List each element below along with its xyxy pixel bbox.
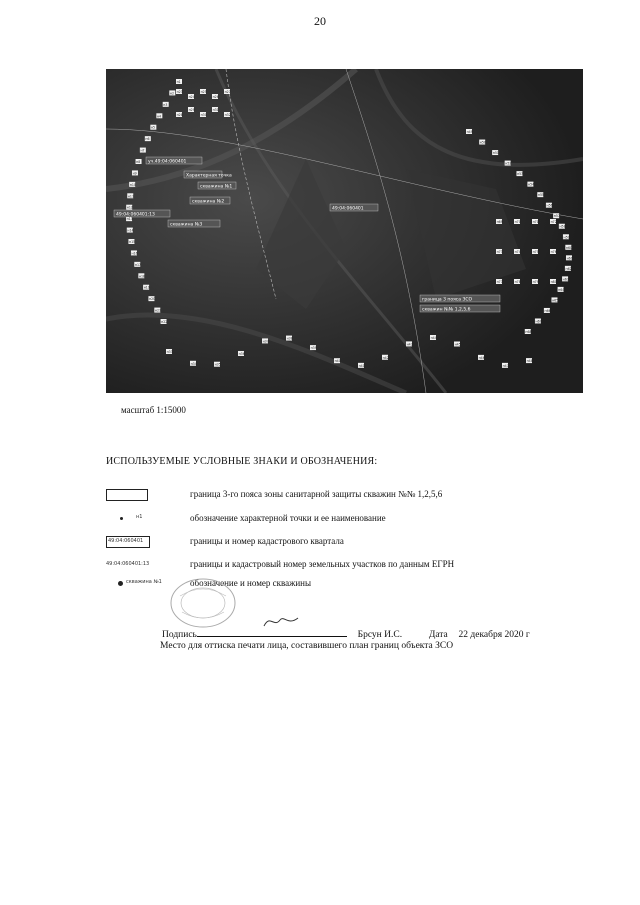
signature-date: 22 декабря 2020 г <box>458 630 530 640</box>
map-label-well-2: скважина №2 <box>192 199 225 205</box>
point-label: н50 <box>479 140 486 145</box>
point-label: н69 <box>496 220 503 224</box>
point-label: н12 <box>126 205 133 210</box>
point-label: н60 <box>565 245 573 250</box>
stamp-seal-icon <box>168 576 238 630</box>
legend-symbol-quarter-box: 49:04:060401 <box>106 535 170 549</box>
map-label-zone: граница 3 пояса ЗСО <box>422 297 473 303</box>
stamp-note: Место для оттиска печати лица, составившего план границ объекта ЗСО <box>160 641 454 651</box>
point-label: н27 <box>224 90 231 94</box>
map-label-zone-wells: скважин №№ 1,2,5,6 <box>422 307 471 313</box>
point-label: н35 <box>214 362 221 367</box>
point-label: н21 <box>154 308 162 313</box>
legend-item-quarter <box>106 535 546 549</box>
map-label-well-3: скважина №3 <box>170 222 203 228</box>
point-label: н20 <box>149 297 156 302</box>
signature-line <box>162 627 530 640</box>
signer-name: Брсун И.С. <box>357 630 403 640</box>
point-label: н19 <box>143 285 150 290</box>
point-label: н73 <box>496 250 503 254</box>
point-label: н62 <box>565 266 572 271</box>
point-label: н10 <box>129 182 136 187</box>
legend-text: обозначение и номер скважины <box>190 578 312 588</box>
map-scale: масштаб 1:15000 <box>121 405 186 415</box>
satellite-map <box>106 69 583 393</box>
point-label: н1 <box>176 80 181 84</box>
point-label: н16 <box>131 251 138 256</box>
point-label: н53 <box>517 172 524 177</box>
well-dot-icon <box>118 581 123 586</box>
point-label: н44 <box>430 336 437 341</box>
legend-text: границы и кадастровый номер земельных участков по данным ЕГРН <box>190 559 455 569</box>
point-label: н59 <box>563 235 570 240</box>
point-label: н31 <box>212 108 219 112</box>
point-label: н55 <box>537 193 545 198</box>
point-label: н56 <box>546 203 553 208</box>
legend-text: обозначение характерной точки и ее наименование <box>190 513 386 523</box>
point-label: н61 <box>566 256 573 261</box>
point-label: н25 <box>200 90 207 94</box>
point-label: н57 <box>553 214 560 219</box>
point-label: н28 <box>176 113 183 117</box>
point-label: н8 <box>136 160 141 164</box>
map-label-point: Характерная точка <box>186 173 232 179</box>
point-label: н64 <box>558 287 565 292</box>
page-number: 20 <box>314 14 326 28</box>
point-label: н76 <box>550 250 557 254</box>
point-label: н23 <box>176 90 183 94</box>
map-label-quarter: 49:04:060401 <box>332 206 364 212</box>
date-label: Дата <box>428 630 448 640</box>
point-label: н30 <box>200 113 207 117</box>
point-label: н80 <box>550 280 557 284</box>
point-label: н52 <box>505 161 512 166</box>
point-label: н54 <box>528 182 535 187</box>
map-canvas <box>106 69 583 393</box>
point-label: н74 <box>514 250 521 254</box>
point-label: н40 <box>334 359 341 364</box>
legend-text: границы и номер кадастрового квартала <box>190 536 344 546</box>
point-label: н63 <box>562 277 569 282</box>
legend-item-point <box>106 512 546 526</box>
point-label: н47 <box>502 363 509 368</box>
signature-label: Подпись <box>162 630 197 640</box>
point-label: н38 <box>286 336 293 341</box>
point-label: н33 <box>166 350 173 354</box>
point-label: н26 <box>212 95 219 99</box>
point-label: н41 <box>358 363 365 368</box>
point-label: н34 <box>190 361 197 366</box>
point-label: н4 <box>156 114 162 119</box>
point-label: н18 <box>138 274 146 279</box>
point-label: н77 <box>496 280 503 284</box>
legend-symbol-well: скважина №1 <box>106 577 170 591</box>
point-label: н70 <box>514 220 521 224</box>
legend-title: ИСПОЛЬЗУЕМЫЕ УСЛОВНЫЕ ЗНАКИ И ОБОЗНАЧЕНИЯ: <box>106 456 378 467</box>
point-label: н58 <box>559 224 566 229</box>
point-label: н2 <box>169 91 175 96</box>
point-label: н14 <box>127 228 134 233</box>
map-label-parcel-13: 49:04:060401:13 <box>116 212 155 218</box>
point-label: н32 <box>224 113 231 117</box>
signature-underline <box>197 627 347 637</box>
point-label: н11 <box>127 194 134 199</box>
map-label-well-1: скважина №1 <box>200 184 233 190</box>
point-label: н79 <box>532 280 539 284</box>
point-label: н13 <box>126 217 133 222</box>
point-label: н71 <box>532 220 539 224</box>
point-label: н68 <box>525 330 532 334</box>
point-label: н29 <box>188 108 195 112</box>
point-label: н48 <box>526 359 533 364</box>
point-label: н17 <box>134 262 142 267</box>
point-label: н24 <box>188 95 195 99</box>
legend-item-zone-boundary <box>106 488 546 502</box>
point-label: н46 <box>478 355 485 360</box>
legend-text: граница 3-го пояса зоны санитарной защиты скважин №№ 1,2,5,6 <box>190 489 443 499</box>
legend-item-parcel <box>106 558 546 572</box>
legend-symbol-point: н1 <box>106 512 170 526</box>
point-label: н36 <box>238 351 245 356</box>
point-label: н15 <box>129 240 136 244</box>
legend-symbol-dashed-box <box>106 488 170 502</box>
point-label: н43 <box>406 342 413 347</box>
point-label: н66 <box>544 308 551 313</box>
point-label: н67 <box>535 319 542 324</box>
point-label: н78 <box>514 280 521 284</box>
point-label: н72 <box>550 220 557 224</box>
map-label-parcel: уч.49:04:060401 <box>148 159 187 165</box>
point-label: н42 <box>382 355 389 360</box>
point-label: н9 <box>132 171 137 176</box>
point-label: н3 <box>163 102 168 107</box>
point-label: н75 <box>532 250 539 254</box>
point-label: н22 <box>161 320 168 324</box>
point-label: н65 <box>552 298 559 303</box>
point-label: н5 <box>150 125 156 130</box>
point-label: н49 <box>466 130 473 134</box>
point-label: н37 <box>262 339 269 344</box>
point-label: н39 <box>310 346 317 351</box>
point-label: н6 <box>145 137 150 142</box>
point-label: н45 <box>454 342 461 347</box>
legend-symbol-parcel: 49:04:060401:13 <box>106 561 150 567</box>
point-label: н7 <box>140 148 145 153</box>
point-label: н51 <box>492 151 499 156</box>
